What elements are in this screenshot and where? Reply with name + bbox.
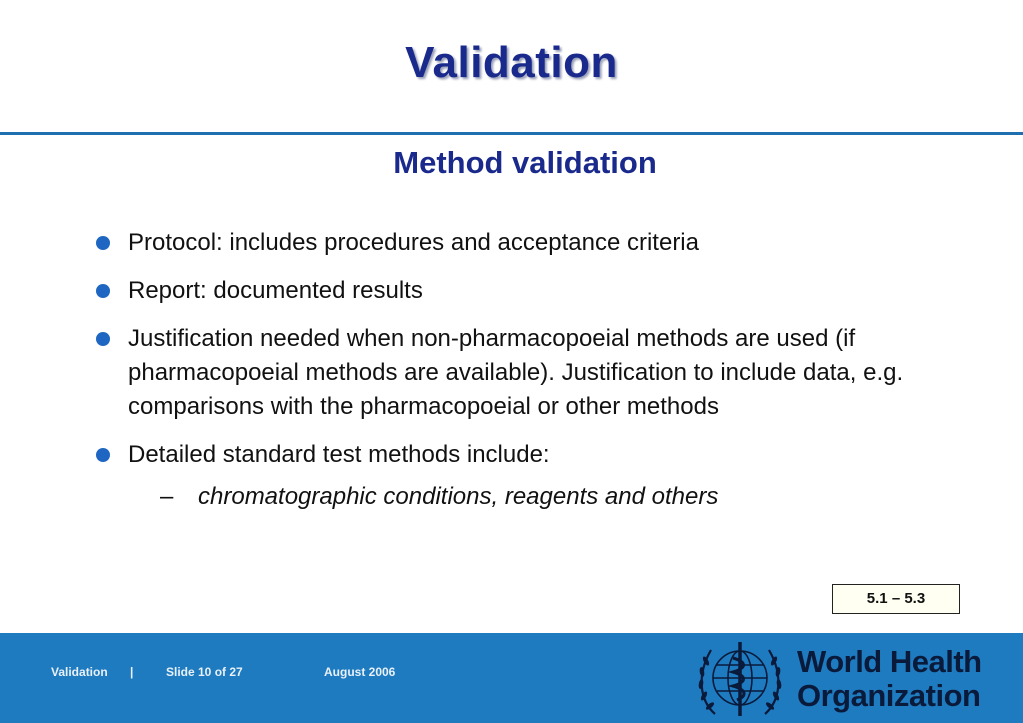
bullet-text: Report: documented results [128, 277, 423, 304]
organization-name [797, 645, 982, 713]
bullet-item [94, 322, 974, 424]
who-emblem-icon [695, 636, 785, 720]
bullet-dot-icon [96, 448, 110, 462]
sub-bullet-dash: – [160, 483, 174, 510]
title-divider [0, 132, 1023, 135]
slide-subtitle: Method validation [393, 145, 657, 180]
sub-bullet-item [160, 480, 974, 514]
bullet-list [94, 226, 974, 514]
bullet-text: Detailed standard test methods include: [128, 441, 550, 468]
bullet-item [94, 438, 974, 472]
footer-date: August 2006 [324, 665, 396, 679]
bullet-text: Justification needed when non-pharmacopoeial methods are used (if pharmacopoeial methods are available). Justification to include data, e.g. comparisons with the pharmacopoeial or other methods [128, 325, 904, 420]
org-name-line-2: Organization [797, 678, 981, 713]
bullet-text: Protocol: includes procedures and acceptance criteria [128, 229, 699, 256]
footer-separator: | [130, 665, 134, 679]
bullet-dot-icon [96, 284, 110, 298]
reference-box: 5.1 – 5.3 [832, 584, 960, 614]
bullet-item [94, 226, 974, 260]
bullet-dot-icon [96, 332, 110, 346]
bullet-dot-icon [96, 236, 110, 250]
bullet-item [94, 274, 974, 308]
sub-bullet-text: chromatographic conditions, reagents and others [198, 483, 719, 510]
footer-topic: Validation [51, 665, 108, 679]
org-name-line-1: World Health [797, 644, 982, 679]
slide-title: Validation [405, 38, 618, 87]
footer-slide-number: Slide 10 of 27 [166, 665, 243, 679]
